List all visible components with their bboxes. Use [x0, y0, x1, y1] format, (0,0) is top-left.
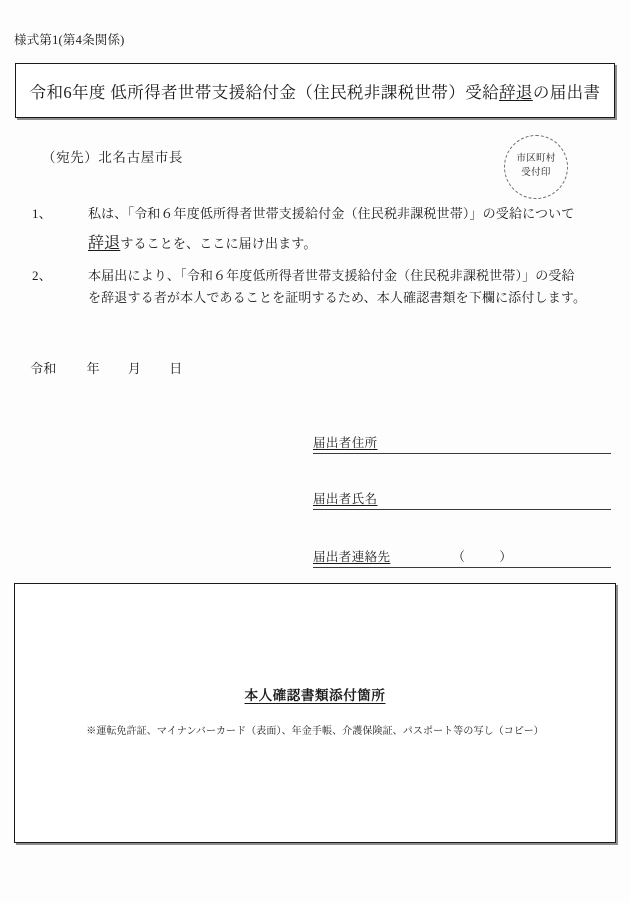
applicant-name-label: 届出者氏名: [313, 492, 378, 506]
municipal-receipt-stamp-icon: [504, 135, 568, 199]
clause-1-line-2-rest: することを、ここに届け出ます。: [120, 236, 317, 252]
clause-item-1: [32, 203, 612, 258]
clause-1-number: 1、: [32, 206, 52, 221]
clause-1-emphasis-jitai: 辞退: [88, 235, 121, 253]
page-title: [30, 79, 601, 103]
clause-1-line-1: 私は、「令和６年度低所得者世帯支援給付金（住民税非課税世帯）」の受給について: [88, 206, 575, 221]
applicant-address-label: 届出者住所: [313, 436, 378, 450]
date-year-unit: 年: [86, 361, 100, 376]
title-box: [15, 63, 615, 118]
identity-document-attachment-box[interactable]: [14, 583, 616, 843]
stamp-line-2: 受付印: [521, 168, 551, 178]
paren-close: ）: [499, 550, 513, 564]
applicant-contact-label: 届出者連絡先: [313, 550, 391, 564]
attachment-accepted-documents-note: ※運転免許証、マイナンバーカード（表面）、年金手帳、介護保険証、パスポート等の写し（コピー）: [86, 726, 544, 737]
title-text-after: の届出書: [532, 82, 601, 102]
clause-2-line-1: 本届出により、「令和６年度低所得者世帯支援給付金（住民税非課税世帯）」の受給: [88, 268, 575, 283]
date-day-unit: 日: [169, 361, 183, 376]
clause-item-2: [32, 265, 612, 310]
applicant-contact-area-code: [452, 547, 512, 565]
title-text-before: 令和6年度 低所得者世帯支援給付金（住民税非課税世帯）受給: [29, 82, 500, 102]
form-number-label: 様式第1(第4条関係): [14, 33, 125, 47]
title-emphasis-jitai: 辞退: [499, 82, 533, 102]
paren-open: （: [452, 550, 466, 564]
clause-1-line-2: [32, 230, 612, 258]
addressee-line: （宛先）北名古屋市長: [42, 150, 183, 165]
clause-2-line-2: を辞退する者が本人であることを証明するため、本人確認書類を下欄に添付します。: [88, 290, 587, 306]
date-entry-line[interactable]: [30, 358, 183, 377]
stamp-line-1: 市区町村: [516, 154, 556, 165]
applicant-name-field[interactable]: [313, 489, 611, 510]
date-month-unit: 月: [127, 361, 142, 376]
applicant-address-field[interactable]: [313, 433, 611, 454]
applicant-contact-field[interactable]: [313, 547, 611, 568]
attachment-area-title: 本人確認書類添付箇所: [244, 688, 386, 703]
clause-2-number: 2、: [32, 268, 52, 283]
date-era-label: 令和: [30, 361, 57, 376]
